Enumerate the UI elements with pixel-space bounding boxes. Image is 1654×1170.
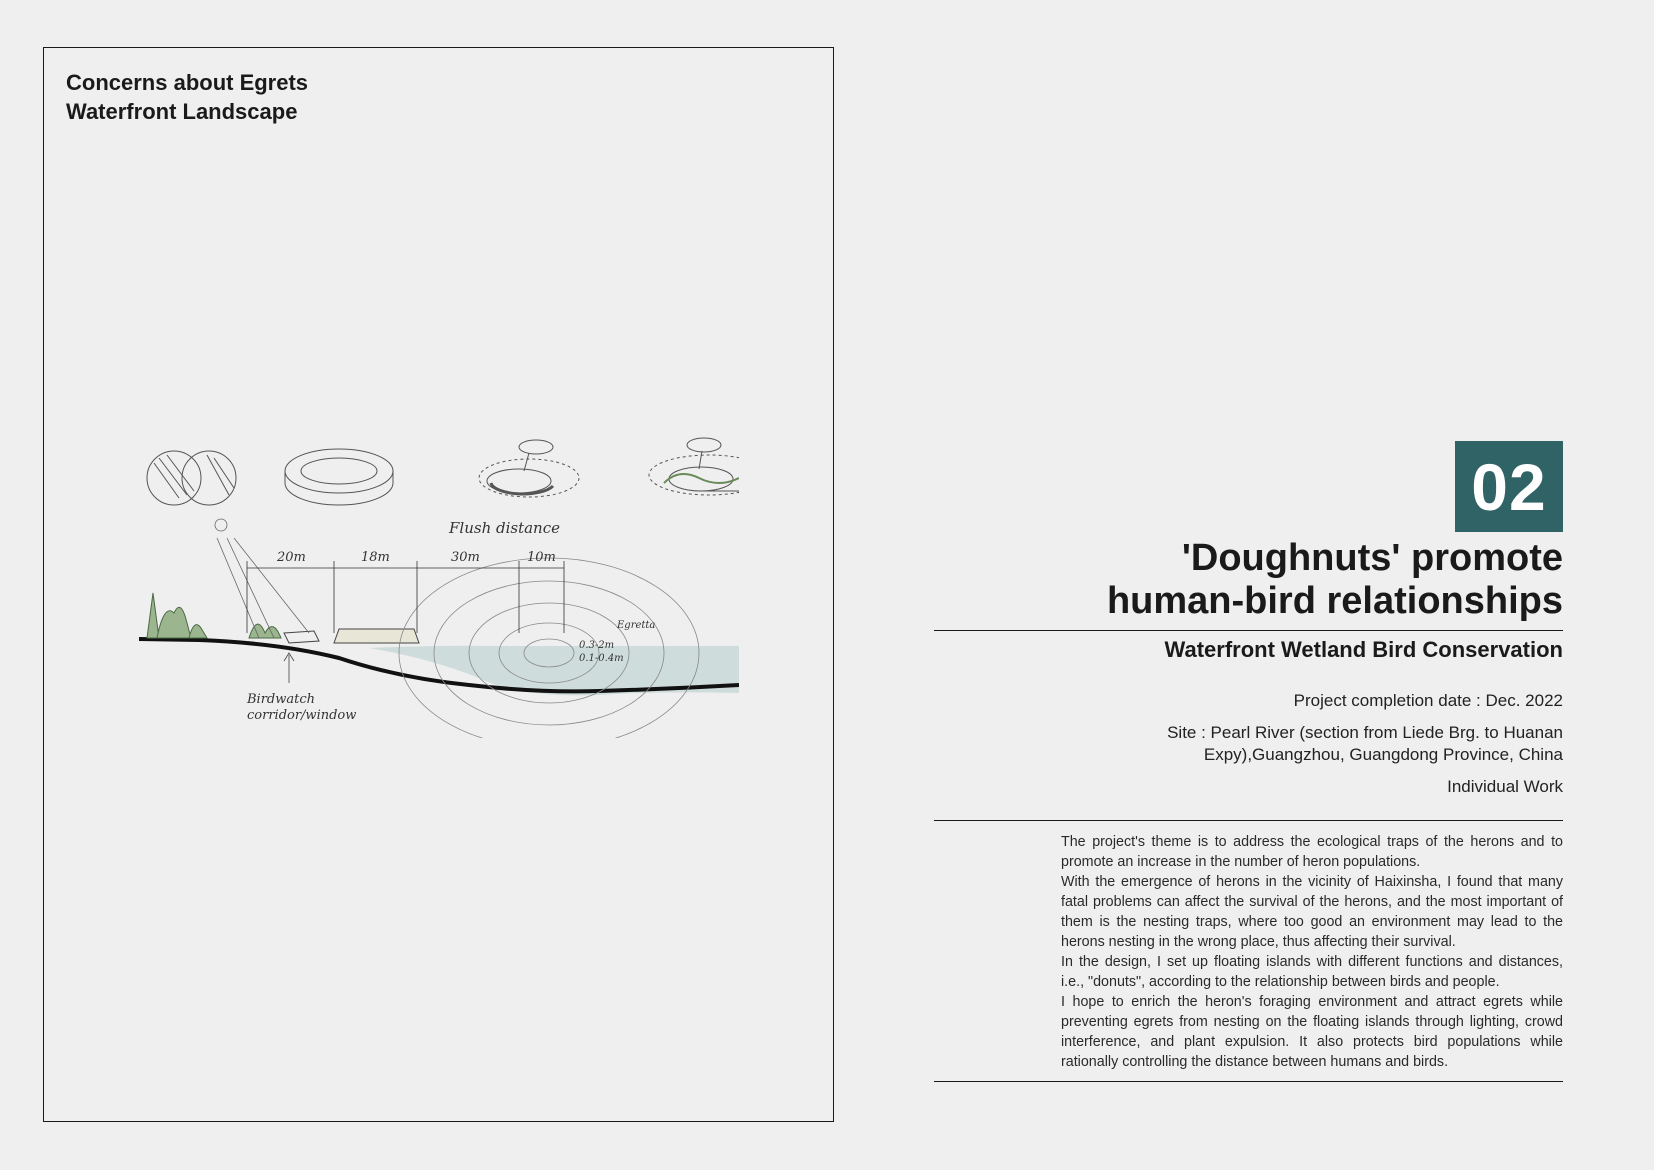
- work-type: Individual Work: [1447, 777, 1563, 796]
- project-title-line1: 'Doughnuts' promote: [1181, 537, 1563, 579]
- flush-distance-label: Flush distance: [449, 519, 560, 537]
- description-paragraph-2: With the emergence of herons in the vicinity of Haixinsha, I found that many fatal problems can affect the survival of the herons, and the most important of them is the nesting traps, where too good an environment may lead to the herons nesting in the wrong place, thus affecting their survival.: [1061, 874, 1563, 950]
- description-paragraph-4: I hope to enrich the heron's foraging environment and attract egrets while preventing egrets from nesting on the floating islands through lighting, crowd interference, and plant expulsion. It also protects bird populations while rationally controlling the distance between humans and birds.: [1061, 994, 1563, 1070]
- description-paragraph-1: The project's theme is to address the ecological traps of the herons and to promote an increase in the number of heron populations.: [1061, 834, 1563, 870]
- site-line2: Expy),Guangzhou, Guangdong Province, China: [1203, 745, 1563, 764]
- doughnut-diagram-3: [479, 440, 579, 497]
- height-label-2: 0.1-0.4m: [579, 653, 624, 664]
- section-sketch-drawing: [139, 433, 739, 738]
- birdwatch-label: Birdwatch: [247, 692, 316, 707]
- left-panel-title-line2: Waterfront Landscape: [66, 99, 298, 124]
- bottom-divider: [934, 1081, 1563, 1082]
- site-section-sketch: [139, 433, 739, 738]
- sun-rays: [215, 519, 309, 638]
- section-vegetation: [147, 593, 281, 638]
- doughnut-diagram-2: [285, 449, 393, 505]
- project-subtitle: Waterfront Wetland Bird Conservation: [1164, 637, 1563, 662]
- section-structures: [284, 629, 419, 643]
- distance-label-10m: 10m: [527, 550, 556, 565]
- project-description: [1061, 832, 1563, 1072]
- egretta-label: Egretta: [617, 620, 656, 631]
- dimension-lines: [247, 561, 564, 633]
- corridor-window-label: corridor/window: [247, 708, 357, 723]
- doughnut-diagram-4: [649, 438, 739, 495]
- distance-label-18m: 18m: [361, 550, 390, 565]
- height-label-1: 0.3-2m: [579, 640, 615, 651]
- project-title: [1107, 537, 1563, 623]
- left-panel-title: [66, 68, 308, 126]
- distance-label-30m: 30m: [451, 550, 480, 565]
- site-line1: Site : Pearl River (section from Liede Brg. to Huanan: [1167, 723, 1563, 742]
- completion-date: Project completion date : Dec. 2022: [1293, 691, 1563, 710]
- description-paragraph-3: In the design, I set up floating islands with different functions and distances, i.e., "donuts", according to the relationship between birds and people.: [1061, 954, 1563, 990]
- title-divider: [934, 630, 1563, 631]
- distance-label-20m: 20m: [277, 550, 306, 565]
- corridor-arrow: [284, 653, 294, 683]
- project-number-badge: 02: [1455, 441, 1563, 532]
- project-title-line2: human-bird relationships: [1106, 580, 1563, 622]
- left-panel-title-line1: Concerns about Egrets: [66, 70, 309, 95]
- info-divider: [934, 820, 1563, 821]
- left-panel-frame: [43, 47, 834, 1122]
- site-info: [1167, 722, 1563, 766]
- doughnut-diagram-1: [147, 451, 236, 505]
